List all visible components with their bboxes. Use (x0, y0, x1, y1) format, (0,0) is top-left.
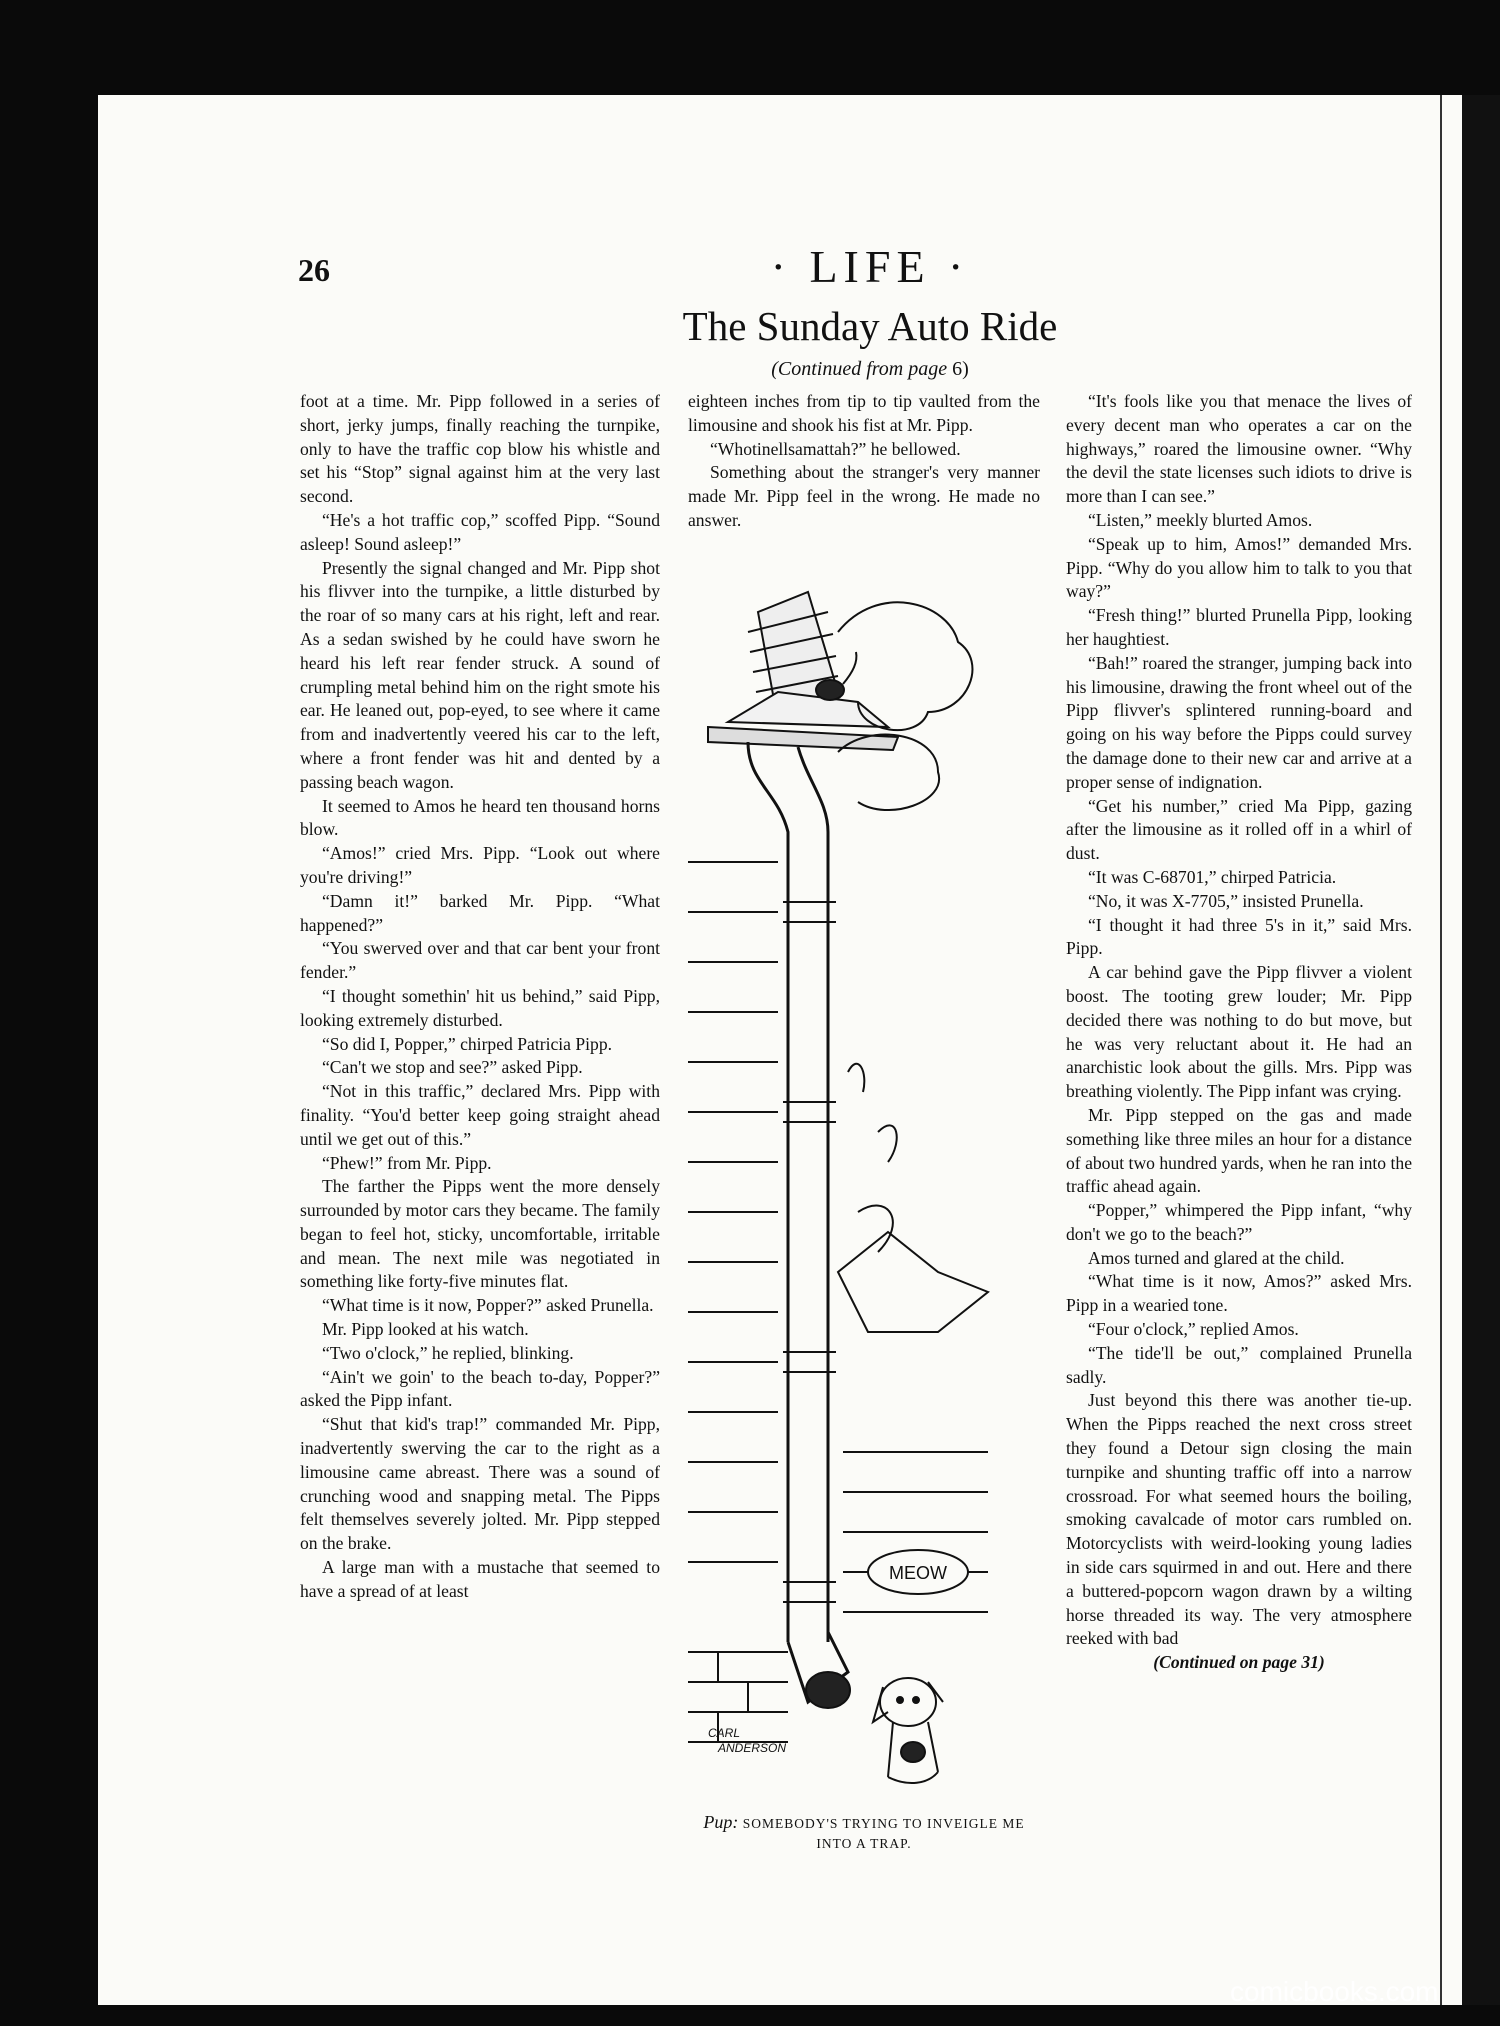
paragraph: “Popper,” whimpered the Pipp infant, “why don't we go to the beach?” (1066, 1200, 1412, 1244)
paragraph: “You swerved over and that car bent your front fender.” (300, 938, 660, 983)
artist-signature-line1: CARL (708, 1726, 741, 1740)
paragraph: “It was C-68701,” chirped Patricia. (1088, 866, 1337, 887)
paragraph: A car behind gave the Pipp flivver a violent boost. The tooting grew louder; Mr. Pipp decided there was nothing to do but move, but he was very reluctant about it. He had an anarchistic look about the gills. Mrs. Pipp was breathing violently. The Pipp infant was crying. (1066, 962, 1412, 1102)
paragraph: eighteen inches from tip to tip vaulted from the limousine and shook his fist at Mr. Pipp. (688, 391, 1040, 435)
continued-from-note (600, 358, 1140, 381)
paragraph: Amos turned and glared at the child. (1088, 1247, 1345, 1268)
paragraph: “I thought it had three 5's in it,” said Mrs. Pipp. (1066, 914, 1412, 959)
paragraph: “Listen,” meekly blurted Amos. (1088, 509, 1313, 530)
paragraph: “I thought somethin' hit us behind,” said Pipp, looking extremely disturbed. (300, 985, 660, 1030)
cartoon-illustration (688, 572, 1040, 1802)
paragraph: “Phew!” from Mr. Pipp. (322, 1152, 492, 1173)
paragraph: It seemed to Amos he heard ten thousand horns blow. (300, 795, 660, 840)
caption-text: SOMEBODY'S TRYING TO INVEIGLE ME INTO A TRAP. (742, 1816, 1025, 1851)
next-page-edge (1440, 95, 1462, 2005)
caption-speaker: Pup: (703, 1812, 739, 1832)
continued-on-note: (Continued on page 31) (1153, 1652, 1325, 1673)
paragraph: foot at a time. Mr. Pipp followed in a series of short, jerky jumps, finally reaching the turnpike, only to have the traffic cop blow his whistle and set his “Stop” signal against him at the very last second. (300, 391, 660, 507)
paragraph: “It's fools like you that menace the lives of every decent man who operates a car on the highways,” roared the limousine owner. “Why the devil the state licenses such idiots to drive is more than I can see.” (1066, 391, 1412, 507)
continued-page-word: page (908, 358, 948, 380)
paragraph: A large man with a mustache that seemed to have a spread of at least (300, 1557, 660, 1601)
paragraph: “Not in this traffic,” declared Mrs. Pipp with finality. “You'd better keep going straight ahead until we get out of this.” (300, 1081, 660, 1149)
paragraph: “Shut that kid's trap!” commanded Mr. Pipp, inadvertently swerving the car to the right as a limousine came abreast. There was a sound of crunching wood and snapping metal. The Pipps felt themselves severely jolted. Mr. Pipp stepped on the brake. (300, 1414, 660, 1554)
article-title: The Sunday Auto Ride (682, 303, 1058, 349)
paragraph: “Get his number,” cried Ma Pipp, gazing after the limousine as it rolled off in a whirl of dust. (1066, 795, 1412, 864)
paragraph: “Bah!” roared the stranger, jumping back into his limousine, drawing the front wheel out of the Pipp flivver's splintered running-board and going on his way before the Pipps could survey the damage done to their new car and arrive at a proper sense of indignation. (1066, 652, 1412, 792)
artist-signature-line2: ANDERSON (718, 1741, 787, 1755)
illustration-caption (688, 1812, 1040, 1854)
paragraph: “Can't we stop and see?” asked Pipp. (322, 1057, 583, 1078)
paragraph: The farther the Pipps went the more densely surrounded by motor cars they became. The family began to feel hot, sticky, uncomfortable, irritable and mean. The next mile was negotiated in something like forty-five minutes flat. (300, 1176, 660, 1292)
masthead: · LIFE · (770, 241, 970, 292)
paragraph: “The tide'll be out,” complained Prunella sadly. (1066, 1342, 1412, 1387)
paragraph: Mr. Pipp stepped on the gas and made something like three miles an hour for a distance of about two hundred yards, when he ran into the traffic ahead again. (1066, 1104, 1412, 1197)
page-number: 26 (298, 252, 330, 288)
paragraph: “So did I, Popper,” chirped Patricia Pipp. (322, 1033, 613, 1054)
speech-bubble-text: MEOW (889, 1563, 947, 1583)
paragraph: Something about the stranger's very manner made Mr. Pipp feel in the wrong. He made no answer. (688, 462, 1040, 530)
continued-suffix: 6) (952, 358, 969, 380)
paragraph: “Fresh thing!” blurted Prunella Pipp, looking her haughtiest. (1066, 605, 1412, 649)
paragraph: “Ain't we goin' to the beach to-day, Popper?” asked the Pipp infant. (300, 1366, 660, 1411)
continued-prefix: (Continued from (771, 358, 904, 380)
binding-spine (1462, 95, 1500, 2005)
paragraph: “No, it was X-7705,” insisted Prunella. (1088, 890, 1364, 911)
site-watermark: comicbooks.com (1230, 1976, 1439, 2007)
paragraph: Presently the signal changed and Mr. Pipp shot his flivver into the turnpike, a little disturbed by the roar of so many cars at his right, left and rear. As a sedan swished by he could have sworn he heard his left rear fender struck. A sound of crumpling metal behind him on the right smote his ear. He leaned out, pop-eyed, to see where it came from and inadvertently veered his car to the left, where a front fender was hit and dented by a passing beach wagon. (300, 557, 660, 792)
paragraph: “Damn it!” barked Mr. Pipp. “What happened?” (300, 890, 660, 935)
paragraph: “Amos!” cried Mrs. Pipp. “Look out where you're driving!” (300, 843, 660, 887)
text-column-3 (1066, 390, 1412, 1675)
paragraph: “What time is it now, Amos?” asked Mrs. Pipp in a wearied tone. (1066, 1271, 1412, 1316)
paragraph: Just beyond this there was another tie-up. When the Pipps reached the next cross street they found a Detour sign closing the main turnpike and shunting traffic off into a narrow crossroad. For what seemed hours the boiling, smoking cavalcade of motor cars rumbled on. Motorcyclists with weird-looking young ladies in side cars squirmed in and out. Here and there a buttered-popcorn wagon drawn by a wilting horse threaded its way. The very atmosphere reeked with bad (1066, 1390, 1412, 1649)
text-column-1 (300, 390, 660, 1604)
paragraph: “Speak up to him, Amos!” demanded Mrs. Pipp. “Why do you allow him to talk to you that way?” (1066, 533, 1412, 602)
paragraph: “Four o'clock,” replied Amos. (1088, 1319, 1299, 1340)
paragraph: “What time is it now, Popper?” asked Prunella. (322, 1295, 654, 1316)
paragraph: “He's a hot traffic cop,” scoffed Pipp. “Sound asleep! Sound asleep!” (300, 509, 660, 554)
paragraph: Mr. Pipp looked at his watch. (322, 1319, 529, 1340)
paragraph: “Two o'clock,” he replied, blinking. (322, 1342, 574, 1363)
text-column-2 (688, 390, 1040, 533)
paragraph: “Whotinellsamattah?” he bellowed. (710, 438, 961, 459)
